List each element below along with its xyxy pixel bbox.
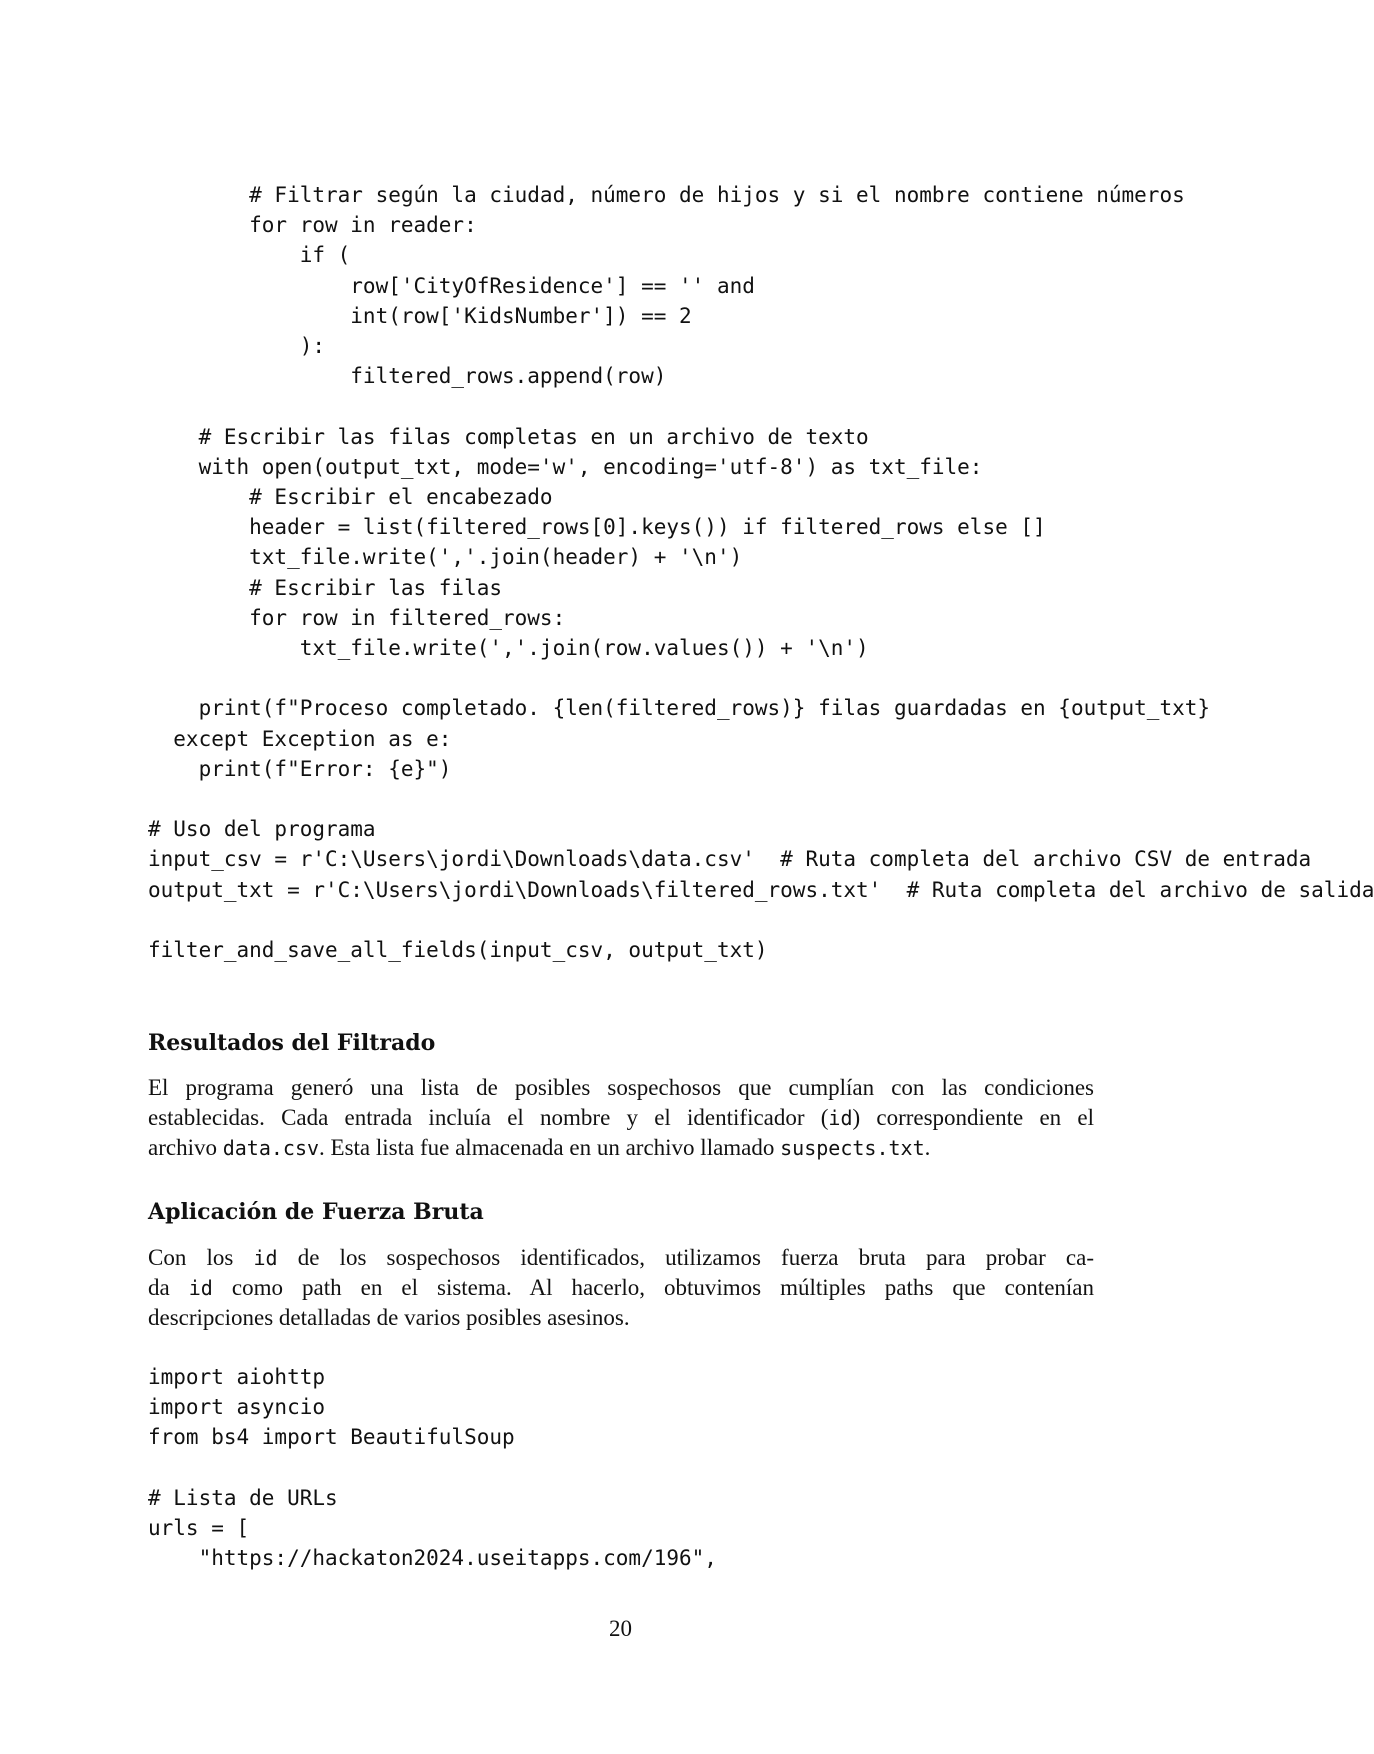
code-line: # Lista de URLs — [148, 1485, 338, 1510]
code-line: header = list(filtered_rows[0].keys()) if filtered_rows else [] — [249, 515, 1046, 540]
code-block-urls — [148, 1362, 1241, 1573]
code-line: filtered_rows.append(row) — [350, 364, 667, 389]
inline-code: id — [253, 1246, 278, 1270]
code-line: except Exception as e: — [173, 726, 452, 751]
code-line: ): — [299, 334, 326, 359]
inline-code: data.csv — [222, 1136, 320, 1161]
code-line: for row in reader: — [249, 213, 477, 238]
section-heading-fuerza-bruta: Aplicación de Fuerza Bruta — [148, 1199, 484, 1225]
code-line: input_csv = r'C:\Users\jordi\Downloads\data.csv' # Ruta completa del archivo CSV de entrada — [148, 847, 1312, 872]
code-line: with open(output_txt, mode='w', encoding='utf-8') as txt_file: — [198, 454, 983, 479]
paragraph-line: El programa generó una lista de posibles sospechosos que cumplían con las condiciones — [148, 1075, 1094, 1100]
paragraph-line: archivo data.csv. Esta lista fue almacenada en un archivo llamado suspects.txt. — [148, 1135, 931, 1161]
code-line: # Uso del programa — [148, 817, 376, 842]
paragraph-line: da id como path en el sistema. Al hacerlo, obtuvimos múltiples paths que contenían — [148, 1275, 1094, 1301]
page-number: 20 — [609, 1616, 632, 1641]
code-line: # Escribir el encabezado — [249, 485, 553, 510]
code-line: # Escribir las filas — [249, 575, 503, 600]
code-line: row['CityOfResidence'] == '' and — [350, 273, 755, 298]
code-line: import aiohttp — [148, 1365, 326, 1389]
paragraph-resultados — [148, 1073, 1094, 1164]
code-line: int(row['KidsNumber']) == 2 — [350, 303, 692, 328]
inline-code: id — [828, 1106, 853, 1131]
code-line: txt_file.write(','.join(header) + '\n') — [249, 545, 743, 570]
code-line: urls = [ — [148, 1516, 250, 1541]
code-line: print(f"Error: {e}") — [198, 756, 452, 781]
code-line: output_txt = r'C:\Users\jordi\Downloads\filtered_rows.txt' # Ruta completa del archivo de salida — [148, 877, 1374, 902]
paragraph-line: establecidas. Cada entrada incluía el nombre y el identificador (id) correspondiente en el — [148, 1105, 1094, 1131]
paragraph-line: descripciones detalladas de varios posibles asesinos. — [148, 1305, 630, 1331]
code-line: "https://hackaton2024.useitapps.com/196", — [198, 1546, 717, 1571]
code-line: import asyncio — [148, 1395, 326, 1420]
code-block-filter — [148, 180, 1374, 965]
section-heading-resultados: Resultados del Filtrado — [148, 1030, 436, 1056]
code-line: print(f"Proceso completado. {len(filtered_rows)} filas guardadas en {output_txt} — [198, 696, 1211, 721]
code-line: if ( — [299, 243, 351, 268]
code-line: # Filtrar según la ciudad, número de hijos y si el nombre contiene números — [249, 183, 1185, 207]
code-line: for row in filtered_rows: — [249, 605, 566, 630]
code-line: # Escribir las filas completas en un archivo de texto — [198, 424, 869, 449]
code-line: filter_and_save_all_fields(input_csv, output_txt) — [148, 938, 768, 963]
code-line: from bs4 import BeautifulSoup — [148, 1425, 515, 1450]
paragraph-line: Con los id de los sospechosos identificados, utilizamos fuerza bruta para probar ca- — [148, 1245, 1094, 1270]
paragraph-fuerza-bruta — [148, 1243, 1094, 1334]
code-line: txt_file.write(','.join(row.values()) + '\n') — [299, 636, 869, 661]
inline-code: id — [188, 1276, 213, 1301]
inline-code: suspects.txt — [780, 1136, 925, 1161]
